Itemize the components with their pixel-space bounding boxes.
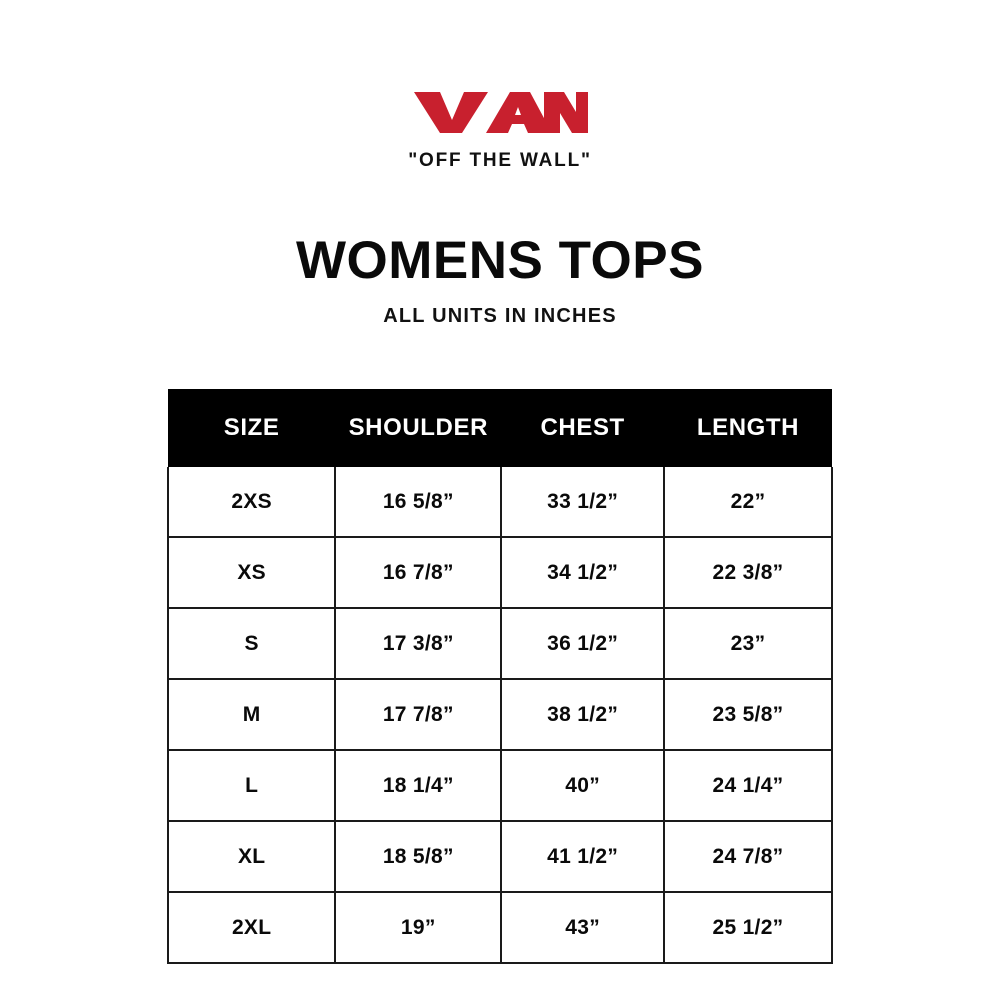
size-table-wrapper bbox=[167, 389, 833, 964]
cell-shoulder: 18 5/8” bbox=[335, 821, 501, 892]
cell-size: XL bbox=[168, 821, 335, 892]
cell-chest: 38 1/2” bbox=[501, 679, 664, 750]
column-header-chest: CHEST bbox=[501, 389, 664, 467]
cell-chest: 33 1/2” bbox=[501, 467, 664, 537]
cell-size: L bbox=[168, 750, 335, 821]
cell-size: M bbox=[168, 679, 335, 750]
table-row bbox=[168, 537, 832, 608]
cell-chest: 40” bbox=[501, 750, 664, 821]
column-header-length: LENGTH bbox=[664, 389, 832, 467]
cell-chest: 36 1/2” bbox=[501, 608, 664, 679]
cell-shoulder: 16 5/8” bbox=[335, 467, 501, 537]
cell-length: 22” bbox=[664, 467, 832, 537]
table-body bbox=[168, 467, 832, 963]
table-row bbox=[168, 679, 832, 750]
vans-logo-icon bbox=[412, 86, 588, 141]
cell-shoulder: 19” bbox=[335, 892, 501, 963]
cell-shoulder: 16 7/8” bbox=[335, 537, 501, 608]
table-row bbox=[168, 892, 832, 963]
table-row bbox=[168, 467, 832, 537]
svg-text:®: ® bbox=[582, 94, 588, 104]
cell-length: 23 5/8” bbox=[664, 679, 832, 750]
cell-size: XS bbox=[168, 537, 335, 608]
cell-chest: 41 1/2” bbox=[501, 821, 664, 892]
cell-length: 23” bbox=[664, 608, 832, 679]
cell-size: 2XS bbox=[168, 467, 335, 537]
size-table bbox=[167, 389, 833, 964]
table-header bbox=[168, 389, 832, 467]
cell-shoulder: 17 7/8” bbox=[335, 679, 501, 750]
brand-tagline: "OFF THE WALL" bbox=[408, 150, 592, 171]
cell-length: 25 1/2” bbox=[664, 892, 832, 963]
column-header-shoulder: SHOULDER bbox=[335, 389, 501, 467]
brand-block bbox=[408, 86, 592, 172]
cell-length: 24 7/8” bbox=[664, 821, 832, 892]
table-row bbox=[168, 750, 832, 821]
cell-length: 22 3/8” bbox=[664, 537, 832, 608]
cell-shoulder: 18 1/4” bbox=[335, 750, 501, 821]
cell-shoulder: 17 3/8” bbox=[335, 608, 501, 679]
cell-length: 24 1/4” bbox=[664, 750, 832, 821]
table-header-row bbox=[168, 389, 832, 467]
page-title: WOMENS TOPS bbox=[296, 231, 704, 290]
cell-size: 2XL bbox=[168, 892, 335, 963]
cell-chest: 43” bbox=[501, 892, 664, 963]
table-row bbox=[168, 821, 832, 892]
table-row bbox=[168, 608, 832, 679]
cell-chest: 34 1/2” bbox=[501, 537, 664, 608]
column-header-size: SIZE bbox=[168, 389, 335, 467]
cell-size: S bbox=[168, 608, 335, 679]
page-subtitle: ALL UNITS IN INCHES bbox=[383, 305, 617, 327]
